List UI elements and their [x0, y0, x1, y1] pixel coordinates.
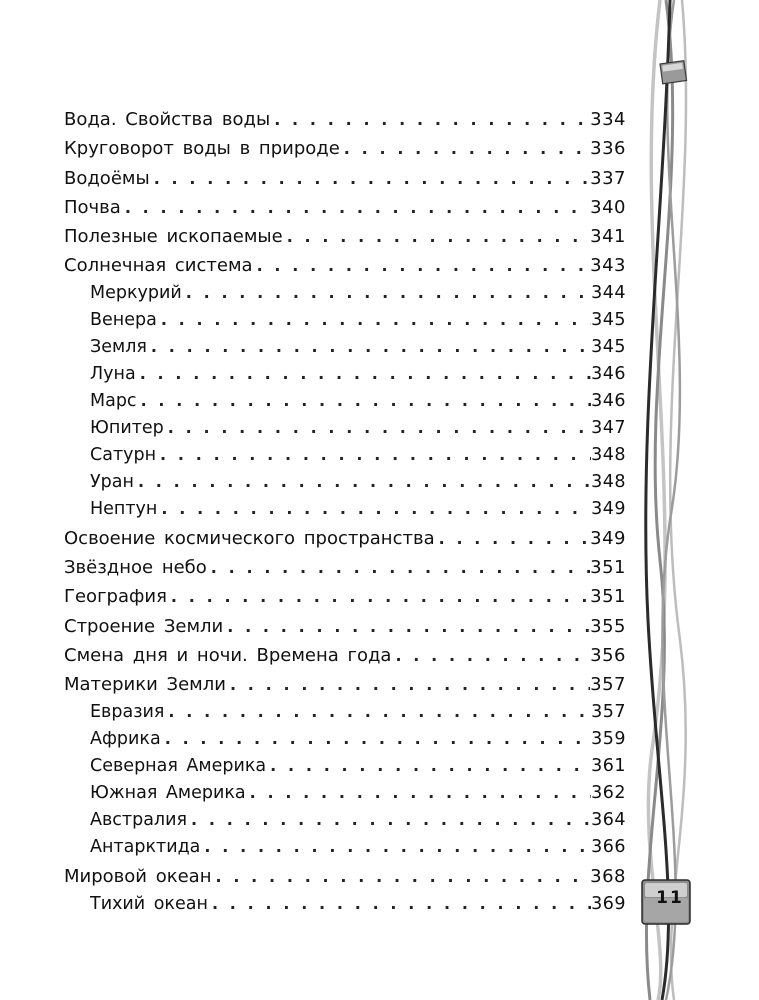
dot-leader [223, 618, 590, 636]
toc-entry-title: Марс [90, 391, 137, 412]
toc-entry-title: Нептун [90, 499, 158, 520]
toc-entry-page: 336 [590, 138, 626, 160]
toc-subentry [64, 284, 626, 302]
toc-entry [64, 527, 626, 549]
dot-leader [207, 559, 590, 577]
toc-entry-page: 343 [590, 255, 626, 277]
toc-entry [64, 559, 626, 577]
toc-entry-page: 362 [591, 783, 626, 804]
toc-entry-title: Вода. Свойства воды [64, 109, 271, 130]
toc-entry [64, 676, 626, 694]
dot-leader [164, 703, 591, 721]
dot-leader [226, 676, 590, 694]
toc-entry-page: 348 [591, 472, 626, 493]
dot-leader [136, 365, 591, 383]
toc-entry-page: 368 [590, 865, 626, 887]
toc-entry [64, 588, 626, 606]
toc-entry-title: Австралия [90, 810, 188, 831]
toc-subentry [64, 703, 626, 721]
toc-subentry [64, 784, 626, 802]
toc-entry-page: 349 [590, 527, 626, 549]
toc-entry-title: Полезные ископаемые [64, 226, 283, 248]
toc-entry-title: География [64, 586, 167, 608]
dot-leader [187, 811, 591, 829]
dot-leader [200, 838, 591, 856]
dot-leader [266, 757, 591, 775]
toc-entry-title: Солнечная система [64, 255, 253, 277]
dot-leader [147, 338, 591, 356]
toc-entry [64, 615, 626, 637]
toc-entry-page: 355 [590, 615, 626, 637]
toc-entry-title: Сатурн [90, 445, 157, 466]
toc-entry-page: 348 [591, 445, 626, 466]
toc-entry-title: Меркурий [90, 283, 182, 304]
toc-entry-title: Земля [90, 337, 147, 358]
toc-entry-page: 366 [591, 837, 626, 858]
dot-leader [137, 392, 592, 410]
toc-entry-title: Освоение космического пространства [64, 527, 435, 549]
toc-entry [64, 196, 626, 218]
toc-entry-page: 357 [591, 702, 626, 723]
dot-leader [164, 419, 591, 437]
toc-entry-title: Смена дня и ночи. Времена года [64, 644, 392, 666]
dot-leader [283, 228, 590, 246]
page-number: 11 [656, 888, 684, 908]
toc-entry-page: 361 [591, 756, 626, 777]
toc-subentry [64, 811, 626, 829]
dot-leader [211, 868, 590, 886]
toc-entry-title: Африка [90, 729, 161, 750]
toc-entry-title: Луна [90, 364, 136, 385]
dot-leader [157, 311, 591, 329]
toc-entry [64, 228, 626, 246]
toc-subentry [64, 446, 626, 464]
dot-leader [134, 473, 591, 491]
toc-entry-page: 357 [590, 674, 626, 696]
toc-entry-title: Материки Земли [64, 674, 226, 696]
toc-entry-page: 364 [591, 810, 626, 831]
toc-subentry [64, 473, 626, 491]
toc-entry-title: Круговорот воды в природе [64, 138, 340, 160]
toc-entry-title: Евразия [90, 702, 165, 723]
toc-entry-title: Звёздное небо [64, 557, 207, 579]
toc-entry-page: 344 [591, 283, 626, 304]
toc-entry-title: Водоёмы [64, 167, 150, 189]
toc-entry-title: Южная Америка [90, 783, 246, 804]
toc-subentry [64, 730, 626, 748]
toc-subentry [64, 311, 626, 329]
toc-entry-title: Антарктида [90, 837, 201, 858]
toc-entry-title: Венера [90, 310, 157, 331]
toc-entry-page: 346 [591, 364, 626, 385]
toc-subentry [64, 500, 626, 518]
toc-entry-title: Тихий океан [90, 893, 208, 914]
toc-entry-page: 346 [591, 391, 626, 412]
toc-entry-page: 337 [590, 167, 626, 189]
dot-leader [391, 647, 590, 665]
toc-entry [64, 257, 626, 275]
toc-entry-page: 356 [590, 644, 626, 666]
toc-entry [64, 111, 626, 129]
toc-entry [64, 140, 626, 158]
toc-subentry [64, 392, 626, 410]
toc-entry-page: 351 [590, 586, 626, 608]
dot-leader [253, 257, 591, 275]
dot-leader [340, 140, 590, 158]
toc-subentry [64, 757, 626, 775]
toc-entry-page: 340 [590, 196, 626, 218]
toc-entry-title: Уран [90, 472, 134, 493]
toc-entry-page: 369 [591, 893, 626, 914]
decorative-wires [630, 0, 759, 1000]
toc-entry [64, 644, 626, 666]
dot-leader [208, 895, 591, 913]
toc-entry [64, 167, 626, 189]
toc-entry-title: Мировой океан [64, 865, 212, 887]
toc-subentry [64, 365, 626, 383]
toc-subentry [64, 838, 626, 856]
dot-leader [121, 199, 590, 217]
table-of-contents [64, 111, 626, 913]
toc-entry-title: Юпитер [90, 418, 164, 439]
dot-leader [435, 530, 591, 548]
toc-entry-title: Почва [64, 196, 121, 218]
dot-leader [156, 446, 591, 464]
dot-leader [270, 111, 590, 129]
toc-entry [64, 865, 626, 887]
dot-leader [246, 784, 591, 802]
dot-leader [157, 500, 591, 518]
dot-leader [161, 730, 591, 748]
toc-entry-page: 345 [591, 337, 626, 358]
toc-entry-page: 345 [591, 310, 626, 331]
toc-entry-page: 359 [591, 729, 626, 750]
dot-leader [182, 284, 591, 302]
toc-subentry [64, 895, 626, 913]
toc-entry-page: 351 [590, 557, 626, 579]
toc-entry-page: 341 [590, 226, 626, 248]
toc-entry-page: 347 [591, 418, 626, 439]
toc-entry-title: Строение Земли [64, 615, 224, 637]
dot-leader [150, 170, 590, 188]
toc-subentry [64, 419, 626, 437]
wire-clip-top [660, 61, 687, 84]
toc-entry-title: Северная Америка [90, 756, 267, 777]
toc-entry-page: 334 [590, 109, 626, 130]
dot-leader [167, 588, 590, 606]
toc-subentry [64, 338, 626, 356]
toc-entry-page: 349 [591, 499, 626, 520]
